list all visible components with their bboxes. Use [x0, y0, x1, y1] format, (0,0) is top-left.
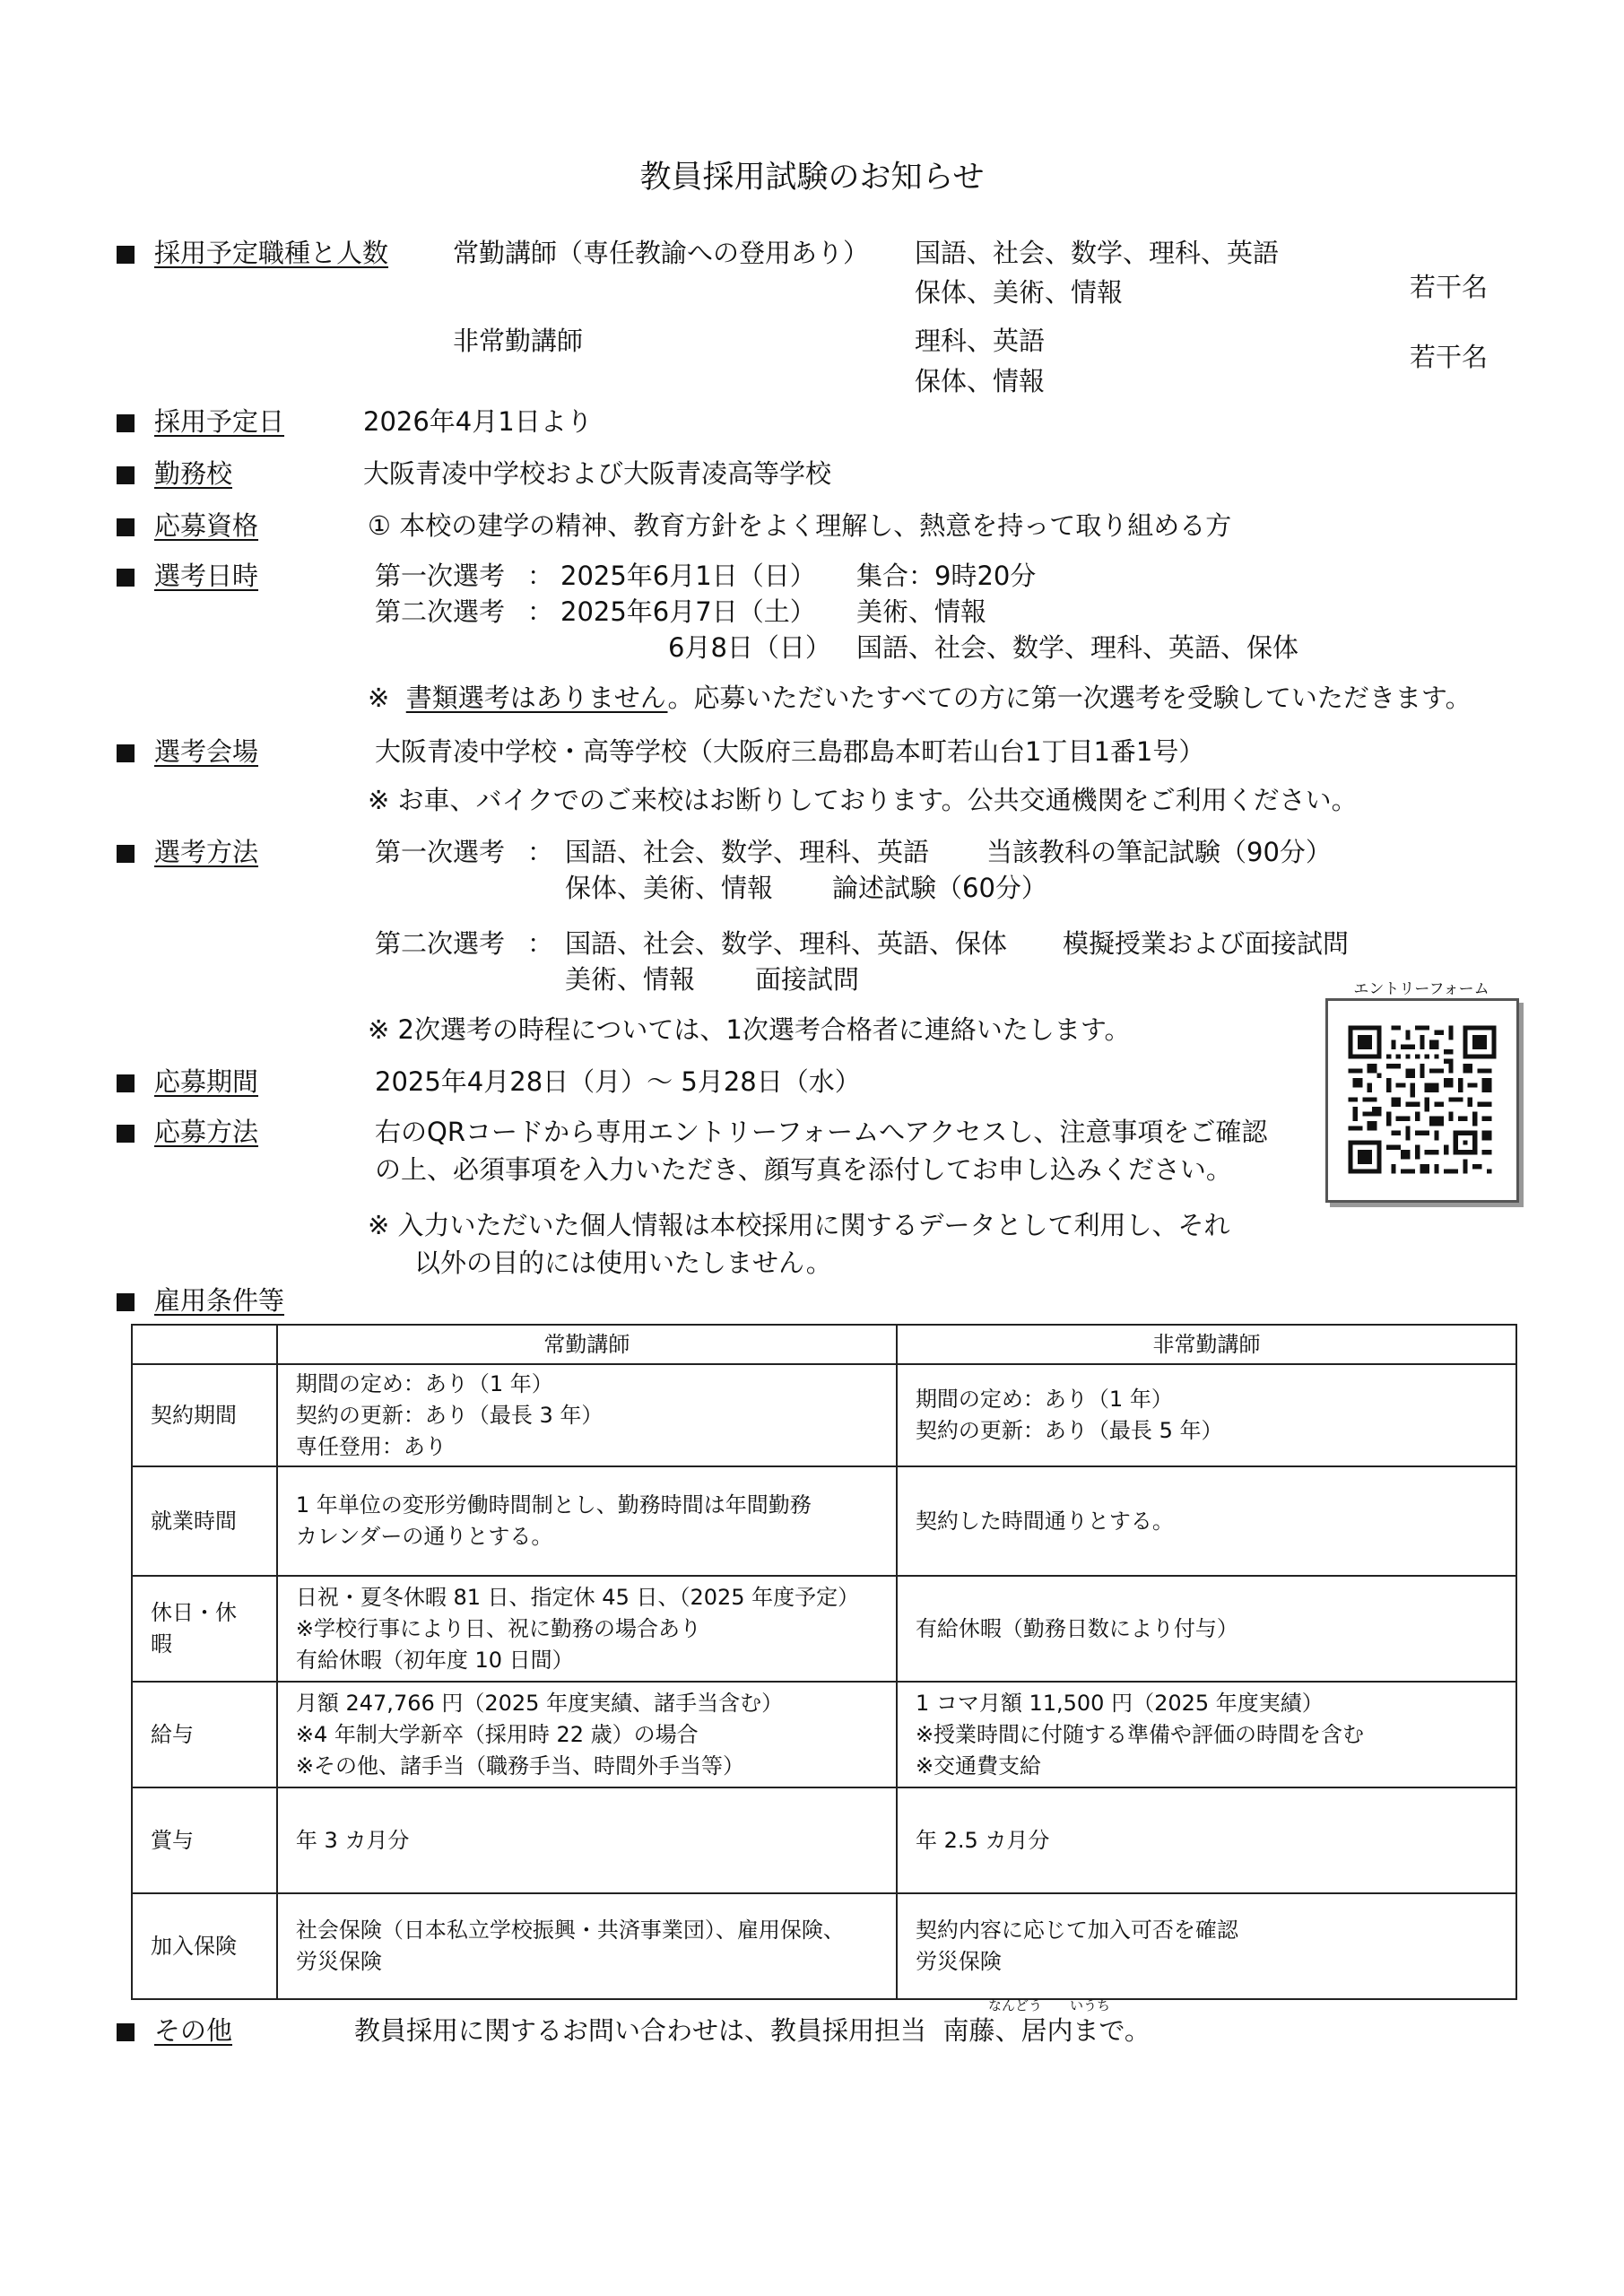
section-label: 雇用条件等 — [154, 1285, 285, 1316]
section-other — [117, 2013, 232, 2048]
bullet-square — [117, 246, 135, 264]
parttime-cell — [897, 1364, 1516, 1466]
method-second-subjects-1: 国語、社会、数学、理科、英語、保体 — [565, 928, 1008, 959]
schedule-first-name: 第一次選考 — [375, 561, 506, 591]
bullet-square — [117, 518, 135, 536]
row-item: 加入保険 — [132, 1893, 277, 1999]
schedule-second-subjects-1: 美術、情報 — [856, 596, 987, 627]
row-item: 就業時間 — [132, 1466, 277, 1576]
fulltime-subjects-1: 国語、社会、数学、理科、英語 — [915, 238, 1280, 268]
cell-line: 社会保険（日本私立学校振興・共済事業団）、雇用保険、 — [295, 1918, 845, 1943]
fulltime-cell — [277, 1893, 897, 1999]
table-header-empty — [132, 1325, 277, 1364]
cell-line: 契約の更新：あり（最長 3 年） — [295, 1402, 604, 1428]
how-note-2: 以外の目的には使用いたしません。 — [414, 1248, 832, 1278]
fulltime-cell — [277, 1364, 897, 1466]
table-row — [132, 1576, 1516, 1682]
method-first-subjects-2: 保体、美術、情報 — [565, 873, 774, 903]
cell-line: 有給休暇（初年度 10 日間） — [295, 1647, 574, 1673]
parttime-subjects-2: 保体、情報 — [915, 366, 1046, 396]
row-item: 休日・休暇 — [132, 1576, 277, 1682]
bullet-square — [117, 414, 135, 432]
fulltime-cell — [277, 1787, 897, 1893]
method-second-subjects-2: 美術、情報 — [565, 964, 696, 995]
other-text-prefix: 教員採用に関するお問い合わせは、教員採用担当 — [354, 2015, 927, 2046]
section-label: 選考会場 — [154, 736, 259, 767]
parttime-cell — [897, 1682, 1516, 1787]
qr-code-icon[interactable] — [1343, 1021, 1501, 1178]
section-positions — [117, 235, 388, 271]
table-row — [132, 1364, 1516, 1466]
schedule-second-subjects-2: 国語、社会、数学、理科、英語、保体 — [856, 632, 1299, 663]
cell-line: 1 コマ月額 11,500 円（2025 年度実績） — [915, 1690, 1324, 1716]
contact-name-2: 居内 — [1020, 2015, 1073, 2046]
parttime-subjects-1: 理科、英語 — [915, 326, 1046, 356]
cell-line: 契約内容に応じて加入可否を確認 — [915, 1918, 1238, 1943]
cell-line: ※4 年制大学新卒（採用時 22 歳）の場合 — [295, 1721, 699, 1747]
section-label: 応募資格 — [154, 510, 259, 541]
section-school — [117, 456, 232, 491]
parttime-cell — [897, 1893, 1516, 1999]
period-value: 2025年4月28日（月）～ 5月28日（水） — [375, 1066, 861, 1097]
section-schedule — [117, 558, 258, 594]
cell-line: ※授業時間に付随する準備や評価の時間を含む — [915, 1721, 1365, 1747]
bullet-square — [117, 845, 135, 863]
venue-value: 大阪青凌中学校・高等学校（大阪府三島郡島本町若山台1丁目1番1号） — [375, 736, 1205, 767]
how-line-2: の上、必須事項を入力いただき、顔写真を添付してお申し込みください。 — [375, 1154, 1232, 1185]
how-note-1: ※ 入力いただいた個人情報は本校採用に関するデータとして利用し、それ — [368, 1210, 1230, 1240]
section-method — [117, 834, 258, 870]
fulltime-cell — [277, 1682, 897, 1787]
note-mark: ※ — [368, 683, 390, 713]
schedule-colon: ： — [527, 596, 554, 627]
contact-separator: 、 — [994, 2015, 1021, 2046]
cell-line: 専任登用：あり — [295, 1433, 447, 1459]
start-date-value: 2026年4月1日より — [363, 406, 593, 437]
section-start-date — [117, 404, 284, 439]
cell-line: カレンダーの通りとする。 — [295, 1524, 553, 1549]
cell-line: 月額 247,766 円（2025 年度実績、諸手当含む） — [295, 1690, 784, 1716]
schedule-second-date-1: 2025年6月7日（土） — [560, 596, 816, 627]
table-row — [132, 1893, 1516, 1999]
section-label: 選考方法 — [154, 837, 259, 867]
qualification-value: ① 本校の建学の精神、教育方針をよく理解し、熱意を持って取り組める方 — [368, 510, 1232, 541]
method-colon: ： — [527, 837, 554, 867]
fulltime-count: 若干名 — [1410, 272, 1489, 302]
method-first-test-1: 当該教科の筆記試験（90分） — [986, 837, 1332, 867]
fulltime-cell — [277, 1576, 897, 1682]
method-second-test-2: 面接試問 — [755, 964, 860, 995]
bullet-square — [117, 2023, 135, 2041]
note-rest: 。応募いただいたすべての方に第一次選考を受験していただきます。 — [667, 683, 1472, 713]
section-label: 応募期間 — [154, 1066, 259, 1097]
section-label: 採用予定日 — [154, 406, 285, 437]
parttime-cell — [897, 1466, 1516, 1576]
table-row — [132, 1682, 1516, 1787]
method-second-name: 第二次選考 — [375, 928, 506, 959]
table-row — [132, 1466, 1516, 1576]
qr-caption: エントリーフォーム — [1353, 980, 1489, 998]
cell-line: 年 3 カ月分 — [295, 1827, 410, 1853]
section-venue — [117, 734, 258, 770]
cell-line: ※交通費支給 — [915, 1752, 1042, 1779]
cell-line: 年 2.5 カ月分 — [915, 1827, 1050, 1853]
method-first-subjects-1: 国語、社会、数学、理科、英語 — [565, 837, 930, 867]
schedule-second-date-2: 6月8日（日） — [668, 632, 831, 663]
contact-name-2-ruby: いうち — [1070, 1997, 1111, 2013]
parttime-cell — [897, 1787, 1516, 1893]
fulltime-subjects-2: 保体、美術、情報 — [915, 277, 1124, 308]
schedule-second-name: 第二次選考 — [375, 596, 506, 627]
fulltime-role: 常勤講師（専任教諭への登用あり） — [453, 238, 870, 268]
cell-line: 日祝・夏冬休暇 81 日、指定休 45 日、（2025 年度予定） — [295, 1584, 860, 1610]
row-item: 契約期間 — [132, 1364, 277, 1466]
note-underlined: 書類選考はありません — [405, 683, 668, 713]
cell-line: 労災保険 — [295, 1949, 382, 1974]
schedule-first-note: 集合：9時20分 — [856, 561, 1037, 591]
table-header: 非常勤講師 — [897, 1325, 1516, 1364]
venue-note: ※ お車、バイクでのご来校はお断りしております。公共交通機関をご利用ください。 — [368, 785, 1358, 815]
section-period — [117, 1064, 258, 1100]
section-qualification — [117, 508, 258, 544]
fulltime-cell — [277, 1466, 897, 1576]
cell-line: 期間の定め：あり（1 年） — [295, 1370, 553, 1396]
cell-line: 1 年単位の変形労働時間制とし、勤務時間は年間勤務 — [295, 1492, 812, 1518]
method-second-test-1: 模擬授業および面接試問 — [1063, 928, 1350, 959]
schedule-first-date: 2025年6月1日（日） — [560, 561, 816, 591]
cell-line: 労災保険 — [915, 1949, 1002, 1974]
page-title: 教員採用試験のお知らせ — [639, 160, 985, 196]
school-value: 大阪青凌中学校および大阪青凌高等学校 — [363, 458, 832, 489]
bullet-square — [117, 569, 135, 587]
bullet-square — [117, 1293, 135, 1311]
row-item: 給与 — [132, 1682, 277, 1787]
method-note: ※ 2次選考の時程については、1次選考合格者に連絡いたします。 — [368, 1014, 1131, 1045]
conditions-table — [131, 1324, 1517, 2000]
bullet-square — [117, 466, 135, 484]
section-conditions — [117, 1283, 284, 1318]
section-label: 採用予定職種と人数 — [154, 238, 389, 268]
bullet-square — [117, 744, 135, 762]
table-header: 常勤講師 — [277, 1325, 897, 1364]
how-line-1: 右のQRコードから専用エントリーフォームへアクセスし、注意事項をご確認 — [375, 1117, 1268, 1147]
qr-code-frame[interactable] — [1325, 998, 1519, 1203]
contact-name-1: 南藤 — [942, 2015, 995, 2046]
section-label: その他 — [154, 2015, 233, 2046]
cell-line: ※その他、諸手当（職務手当、時間外手当等） — [295, 1752, 744, 1779]
cell-line: 契約の更新：あり（最長 5 年） — [915, 1418, 1223, 1443]
parttime-count: 若干名 — [1410, 342, 1489, 372]
section-label: 勤務校 — [154, 458, 233, 489]
cell-line: 期間の定め：あり（1 年） — [915, 1387, 1173, 1412]
other-text — [354, 2013, 1151, 2048]
other-text-suffix: まで。 — [1073, 2015, 1151, 2046]
contact-name-1-ruby: なんどう — [988, 1997, 1043, 2013]
method-colon: ： — [527, 928, 554, 959]
method-first-name: 第一次選考 — [375, 837, 506, 867]
parttime-role: 非常勤講師 — [453, 326, 584, 356]
bullet-square — [117, 1125, 135, 1143]
method-first-test-2: 論述試験（60分） — [832, 873, 1047, 903]
table-row — [132, 1787, 1516, 1893]
parttime-cell — [897, 1576, 1516, 1682]
section-label: 選考日時 — [154, 561, 259, 591]
bullet-square — [117, 1074, 135, 1092]
schedule-note — [368, 680, 1472, 716]
table-header-row — [132, 1325, 1516, 1364]
section-how — [117, 1114, 258, 1150]
section-label: 応募方法 — [154, 1117, 259, 1147]
cell-line: 有給休暇（勤務日数により付与） — [915, 1615, 1238, 1641]
schedule-colon: ： — [527, 561, 554, 591]
row-item: 賞与 — [132, 1787, 277, 1893]
cell-line: 契約した時間通りとする。 — [915, 1508, 1174, 1534]
cell-line: ※学校行事により日、祝に勤務の場合あり — [295, 1615, 701, 1641]
